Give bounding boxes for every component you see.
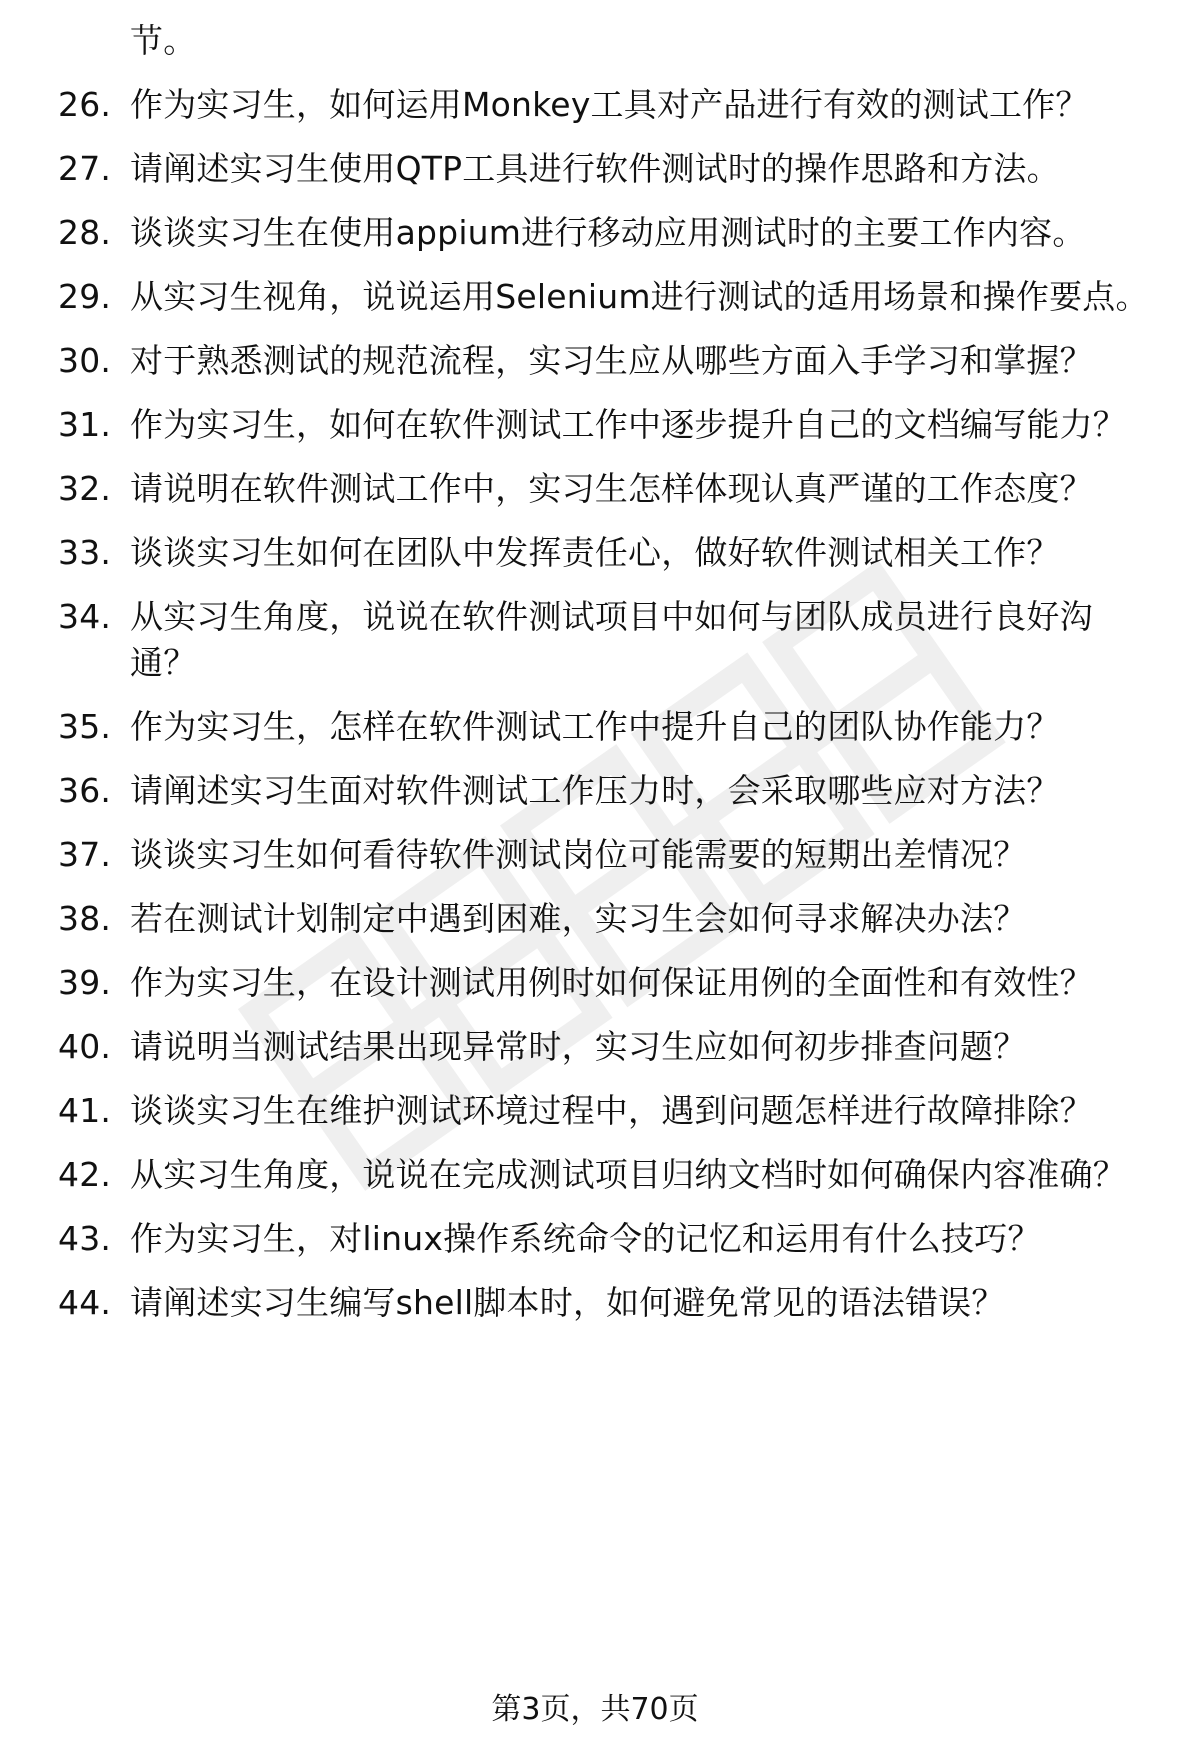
list-item bbox=[0, 530, 1190, 576]
list-item bbox=[0, 594, 1190, 686]
item-text: 作为实习生，在设计测试用例时如何保证用例的全面性和有效性？ bbox=[130, 963, 1093, 1002]
list-item bbox=[0, 960, 1190, 1006]
item-text: 请说明在软件测试工作中，实习生怎样体现认真严谨的工作态度？ bbox=[130, 469, 1093, 508]
item-number: 38. bbox=[58, 899, 112, 938]
item-number: 41. bbox=[58, 1091, 112, 1130]
item-text: 作为实习生，对linux操作系统命令的记忆和运用有什么技巧？ bbox=[130, 1219, 1041, 1258]
item-text: 谈谈实习生在维护测试环境过程中，遇到问题怎样进行故障排除？ bbox=[130, 1091, 1093, 1130]
item-number: 35. bbox=[58, 707, 112, 746]
list-item bbox=[0, 1024, 1190, 1070]
item-text: 谈谈实习生在使用appium进行移动应用测试时的主要工作内容。 bbox=[130, 213, 1086, 252]
list-item bbox=[0, 146, 1190, 192]
list-item bbox=[0, 1152, 1190, 1198]
item-number: 43. bbox=[58, 1219, 112, 1258]
continuation-text: 节。 bbox=[130, 21, 197, 60]
list-item bbox=[0, 896, 1190, 942]
item-text: 对于熟悉测试的规范流程，实习生应从哪些方面入手学习和掌握？ bbox=[130, 341, 1093, 380]
item-text: 作为实习生，如何在软件测试工作中逐步提升自己的文档编写能力？ bbox=[130, 405, 1126, 444]
item-number: 26. bbox=[58, 85, 112, 124]
item-number: 28. bbox=[58, 213, 112, 252]
item-text: 请阐述实习生面对软件测试工作压力时，会采取哪些应对方法？ bbox=[130, 771, 1060, 810]
item-text: 谈谈实习生如何看待软件测试岗位可能需要的短期出差情况？ bbox=[130, 835, 1027, 874]
item-number: 34. bbox=[58, 597, 112, 636]
list-item bbox=[0, 1088, 1190, 1134]
item-number: 42. bbox=[58, 1155, 112, 1194]
continuation-line bbox=[0, 18, 1190, 64]
item-text: 从实习生角度，说说在完成测试项目归纳文档时如何确保内容准确？ bbox=[130, 1155, 1126, 1194]
item-number: 30. bbox=[58, 341, 112, 380]
list-item bbox=[0, 210, 1190, 256]
item-text: 请说明当测试结果出现异常时，实习生应如何初步排查问题？ bbox=[130, 1027, 1027, 1066]
list-item bbox=[0, 704, 1190, 750]
item-number: 40. bbox=[58, 1027, 112, 1066]
list-item bbox=[0, 338, 1190, 384]
item-text: 若在测试计划制定中遇到困难，实习生会如何寻求解决办法？ bbox=[130, 899, 1027, 938]
item-number: 32. bbox=[58, 469, 112, 508]
item-number: 33. bbox=[58, 533, 112, 572]
item-text: 从实习生角度，说说在软件测试项目中如何与团队成员进行良好沟通？ bbox=[130, 597, 1093, 682]
question-list bbox=[0, 18, 1190, 1326]
list-item bbox=[0, 832, 1190, 878]
list-item bbox=[0, 82, 1190, 128]
item-number: 44. bbox=[58, 1283, 112, 1322]
list-item bbox=[0, 1216, 1190, 1262]
item-number: 31. bbox=[58, 405, 112, 444]
list-item bbox=[0, 402, 1190, 448]
item-number: 27. bbox=[58, 149, 112, 188]
list-item bbox=[0, 466, 1190, 512]
list-item bbox=[0, 274, 1190, 320]
item-number: 39. bbox=[58, 963, 112, 1002]
item-text: 请阐述实习生使用QTP工具进行软件测试时的操作思路和方法。 bbox=[130, 149, 1060, 188]
item-number: 29. bbox=[58, 277, 112, 316]
list-item bbox=[0, 768, 1190, 814]
item-number: 37. bbox=[58, 835, 112, 874]
page-footer: 第3页，共70页 bbox=[491, 1692, 699, 1727]
item-text: 谈谈实习生如何在团队中发挥责任心，做好软件测试相关工作？ bbox=[130, 533, 1060, 572]
list-item bbox=[0, 1280, 1190, 1326]
item-number: 36. bbox=[58, 771, 112, 810]
item-text: 从实习生视角，说说运用Selenium进行测试的适用场景和操作要点。 bbox=[130, 277, 1149, 316]
item-text: 作为实习生，如何运用Monkey工具对产品进行有效的测试工作？ bbox=[130, 85, 1089, 124]
item-text: 请阐述实习生编写shell脚本时，如何避免常见的语法错误？ bbox=[130, 1283, 1005, 1322]
item-text: 作为实习生，怎样在软件测试工作中提升自己的团队协作能力？ bbox=[130, 707, 1060, 746]
